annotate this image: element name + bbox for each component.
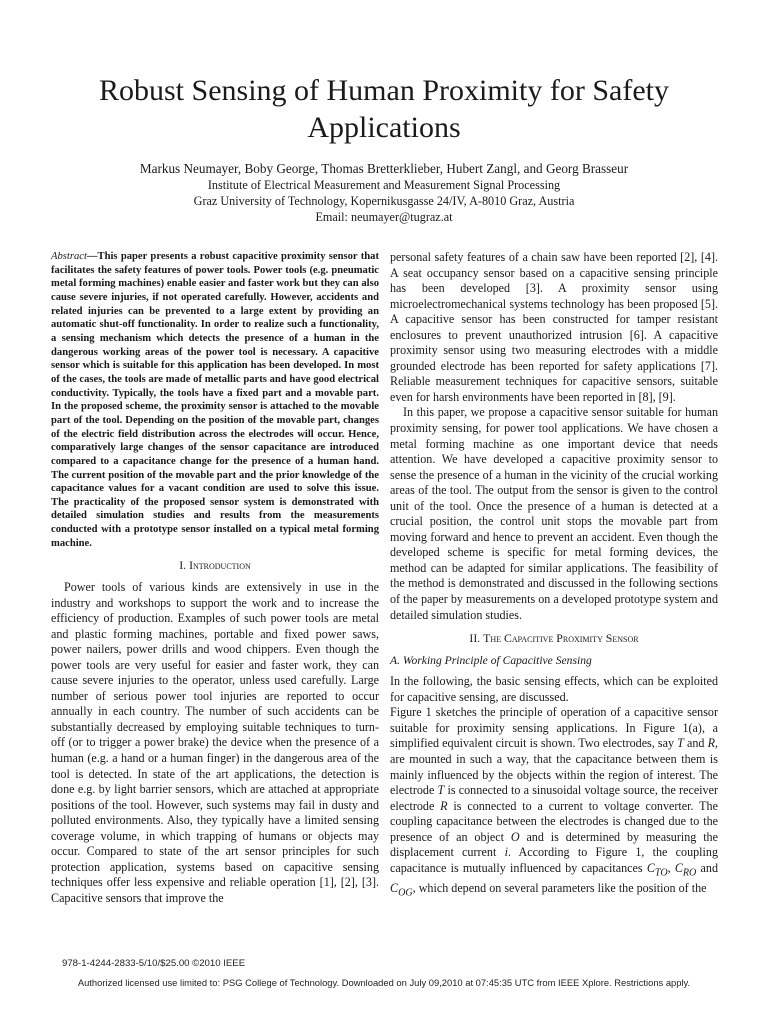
symbol-C-RO xyxy=(674,860,697,879)
ieee-copyright-identifier: 978-1-4244-2833-5/10/$25.00 ©2010 IEEE xyxy=(62,958,246,969)
author-email: Email: neumayer@tugraz.at xyxy=(315,210,453,224)
text-run: and is determined by measuring the displacement current xyxy=(390,829,718,860)
section-heading-capacitive-sensor xyxy=(390,631,718,647)
section2-paragraph-1: In the following, the basic sensing effects, which can be exploited for capacitive sensing, are discussed. xyxy=(390,674,718,704)
section-heading-introduction xyxy=(51,558,379,574)
introduction-paragraph-2: In this paper, we propose a capacitive sensor suitable for human proximity sensing, for power tool applications. We have chosen a metal forming machine as one important device that needs attention. We have developed a capacitive proximity sensor to sense the presence of a human in the vicinity of the crucial working areas of the tool. The output from the sensor is given to the control unit of the tool. Once the presence of a human is detected at a crucial position, the control unit stops the movable part from moving forward and hence to prevent an accident. Even though the developed scheme is specific for metal forming devices, the method can be adapted for similar applications. The feasibility of the method is demonstrated and discussed in the following sections of the paper by measurements on a developed prototype system and detailed simulation studies. xyxy=(390,405,718,622)
abstract-dash: — xyxy=(86,251,98,262)
symbol-C-OG xyxy=(390,880,413,899)
symbol-letter: C xyxy=(674,860,683,875)
abstract-label: Abstract xyxy=(51,251,87,262)
affiliation-address: Graz University of Technology, Kopernikusgasse 24/IV, A-8010 Graz, Austria xyxy=(193,194,575,208)
text-run: , are mounted in such a way, that the capacitance between them is mainly influenced by the objects within the region of interest. The electrode xyxy=(390,736,719,798)
license-notice: Authorized licensed use limited to: PSG College of Technology. Downloaded on July 09,2010 at 07:45:35 UTC from IEEE Xplore. Restrictions apply. xyxy=(77,977,691,988)
symbol-subscript: TO xyxy=(654,867,668,879)
symbol-R: R xyxy=(440,798,448,813)
text-run: and xyxy=(700,860,719,875)
section2-paragraph-2: Figure 1 sketches the principle of operation of a capacitive sensor suitable for proximity sensing applications. In Figure 1(a), a simplified equivalent circuit is shown. Two electrodes, say T and R, are mounted in such a way, that the capacitance between them is mainly influenced by the objects within the region of interest. The electrode T is connected to a sinusoidal voltage source, the receiver electrode R is connected to a current to voltage converter. The coupling capacitance between the electrodes is changed due to the presence of an object O and is determined by measuring the displacement current i. According to Figure 1, the coupling capacitance is mutually influenced by capacitances $C_{TO}$, $C_{RO}$ and $C_{OG}$, which depend on several parameters like the position of the xyxy=(390,705,719,899)
symbol-subscript: RO xyxy=(682,867,697,879)
affiliation-institute: Institute of Electrical Measurement and Measurement Signal Processing xyxy=(207,178,561,192)
left-column xyxy=(51,250,379,906)
right-column xyxy=(390,250,718,901)
author-list: Markus Neumayer, Boby George, Thomas Bretterklieber, Hubert Zangl, and Georg Brasseur xyxy=(139,161,629,176)
symbol-O: O xyxy=(510,829,520,844)
text-run: . According to Figure 1, the coupling capacitance is mutually influenced by capacitances xyxy=(390,845,718,875)
symbol-letter: C xyxy=(646,860,655,875)
section-number: II. xyxy=(469,631,481,646)
text-run: Figure 1 sketches the principle of operation of a capacitive sensor suitable for proximity sensing applications. In Figure 1(a), a simplified equivalent circuit is shown. Two electrodes, say xyxy=(390,705,718,751)
section-number: I. xyxy=(179,558,187,573)
subsection-title: Working Principle of Capacitive Sensing xyxy=(402,653,592,667)
symbol-i: i xyxy=(504,845,508,860)
abstract-text: This paper presents a robust capacitive proximity sensor that facilitates the safety features of power tools. Power tools (e.g. pneumatic metal forming machines) enable easier and faster work but they can also cause severe injuries, if not operated carefully. However, accidents and related injuries can be prevented to a large extent by providing an automatic shut-off functionality. In order to realize such a functionality, a sensing mechanism which detects the presence of a human in the dangerous working areas of the power tool is necessary. A capacitive sensor which is suitable for this application has been developed. In most of the cases, the tools are made of metallic parts and have good electrical conductivity. Typically, the tools have a fixed part and a movable part. In the proposed scheme, the proximity sensor is attached to the movable part of the tool. Depending on the position of the movable part, changes of the electric field distribution across the electrodes will occur. Hence, comparatively large changes of the sensor capacitance are introduced compared to a capacitance change for the presence of a human hand. The current position of the movable part and the prior knowledge of the capacitance values for a vacant condition are used to solve this issue. The practicality of the proposed sensor system is demonstrated with detailed simulation studies and results from the measurements conducted with a prototype sensor installed on a typical metal forming machine. xyxy=(51,251,379,549)
paper-title: Robust Sensing of Human Proximity for Safety Applications xyxy=(99,74,669,144)
text-run: and xyxy=(687,736,705,751)
symbol-C-TO xyxy=(646,860,668,879)
text-run: is connected to a current to voltage converter. The coupling capacitance between the electrodes is changed due to the presence of an object xyxy=(390,798,718,844)
symbol-T: T xyxy=(437,783,445,798)
symbol-T: T xyxy=(677,736,684,751)
text-run: is connected to a sinusoidal voltage source, the receiver electrode xyxy=(390,783,718,813)
symbol-letter: C xyxy=(390,880,399,895)
section-title: The Capacitive Proximity Sensor xyxy=(483,631,639,646)
introduction-paragraph-1: Power tools of various kinds are extensively in use in the industry and workshops to support the work and to increase the efficiency of production. Examples of such power tools are metal and plastic forming machines, portable and fixed power saws, power nailers, power drills and wood chippers. Even though the power tools are very useful for easier and faster work, they can cause severe injuries to the operator, unless used carefully. Large number of serious power tool injuries are reported to occur annually in each country. The number of such accidents can be substantially decreased by employing suitable techniques to turn-off (or to trigger a power brake) the device when the presence of a human (e.g. a hand or a human finger) in the dangerous area of the tool is detected. In state of the art applications, the detection is done e.g. by light barrier sensors, which are attached at appropriate positions of the tool. However, such systems may fail in dusty and polluted environments. Also, they typically have a limited sensing coverage volume, in which trapping of humans or objects may occur. Compared to state of the art sensor principles for such protection application, systems based on capacitive sensing techniques offer less expensive and reliable operation [1], [2], [3]. Capacitive sensors that improve the xyxy=(51,579,379,905)
text-run: , which depend on several parameters like the position of the xyxy=(412,880,707,895)
subsection-heading xyxy=(390,653,718,669)
introduction-paragraph-1-continued: personal safety features of a chain saw have been reported [2], [4]. A seat occupancy sensor based on a capacitive sensing principle has been developed [3]. A proximity sensor using microelectromechanical systems technology has been proposed [5]. A capacitive sensor has been constructed for tamper resistant enclosures to prevent unauthorized intrusion [6]. A capacitive proximity sensor using two measuring electrodes with a middle grounded electrode has been reported for safety applications [7]. Reliable measurement techniques for capacitive sensors, suitable even for harsh environments have been reported in [8], [9]. xyxy=(390,250,718,404)
symbol-R: R xyxy=(707,736,715,751)
subsection-label: A. xyxy=(390,653,400,667)
section-title: Introduction xyxy=(189,558,251,573)
symbol-subscript: OG xyxy=(398,887,413,899)
abstract xyxy=(51,250,379,550)
